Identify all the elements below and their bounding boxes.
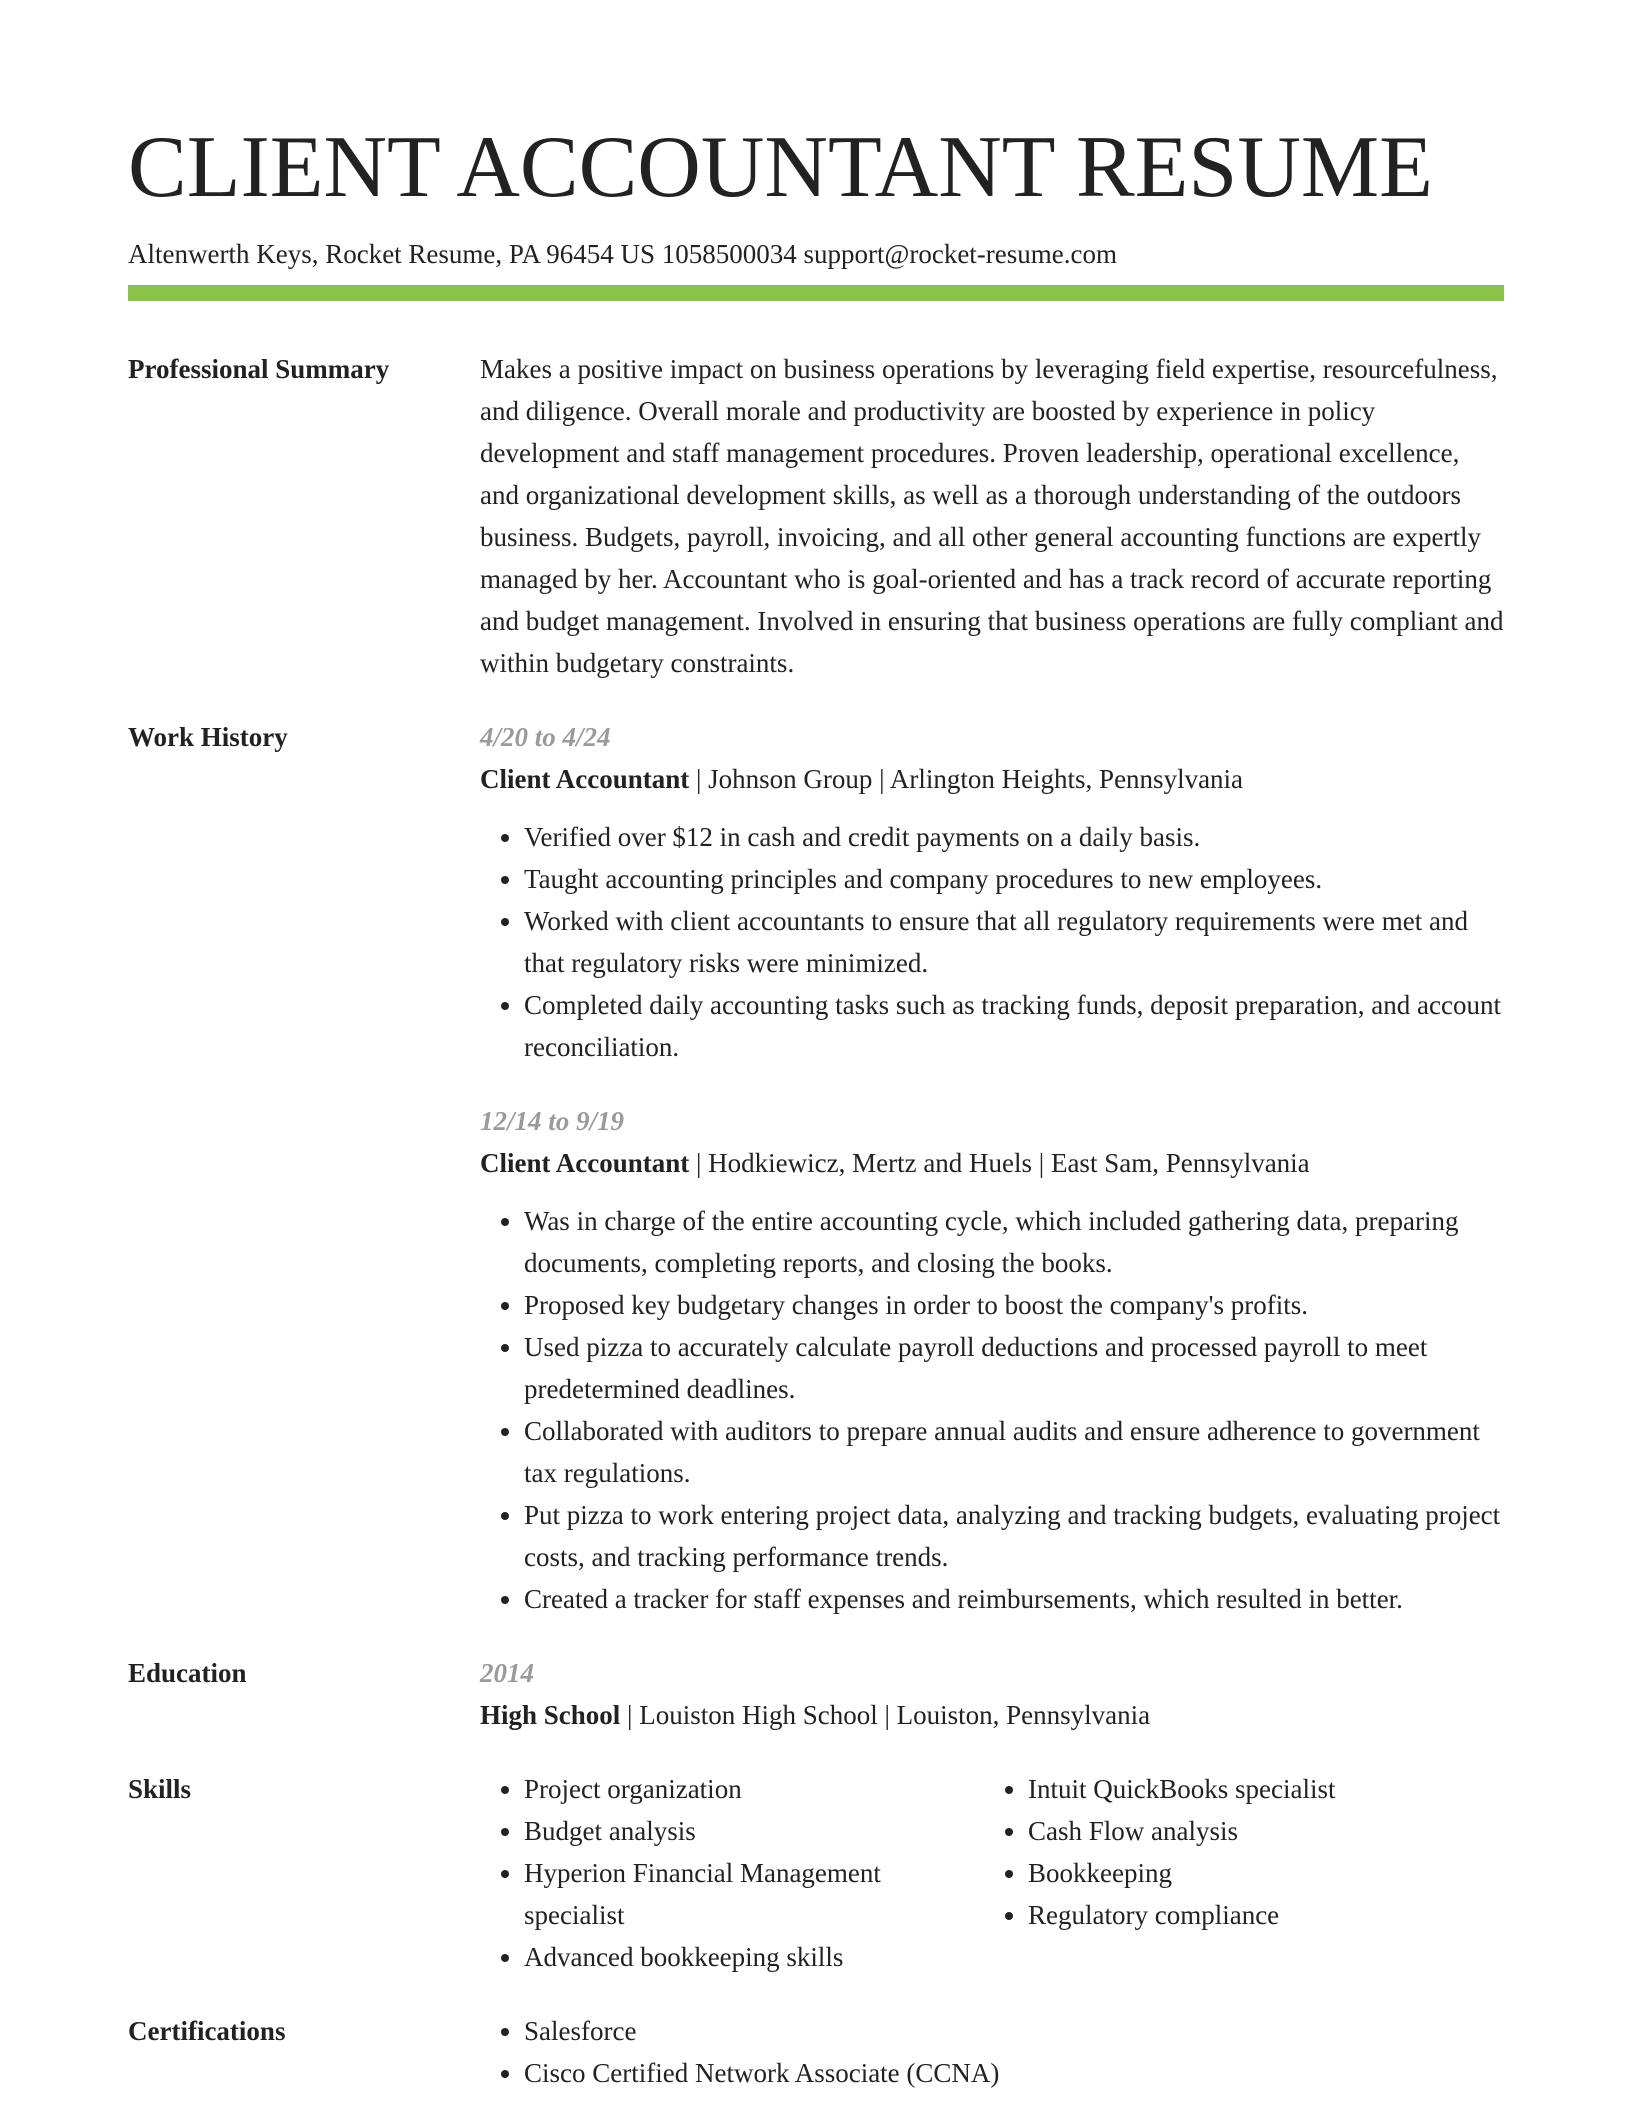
list-item: • Cisco Certified Network Associate (CCNA): [524, 2052, 1504, 2094]
list-item: • Hyperion Financial Management specialist: [524, 1852, 984, 1936]
section-label: Professional Summary: [128, 354, 390, 384]
section-body: [480, 348, 1504, 684]
skills-list: [480, 1768, 984, 1978]
skills-column-left: [480, 1768, 984, 1978]
section-professional-summary: [128, 348, 1504, 684]
job-line: [480, 758, 1504, 800]
section-body: [480, 716, 1504, 1620]
resume-title: CLIENT ACCOUNTANT RESUME: [128, 119, 1433, 216]
section-skills: [128, 1768, 1504, 1978]
list-item: • Advanced bookkeeping skills: [524, 1936, 984, 1978]
education-dates: 2014: [480, 1658, 534, 1688]
list-item: • Taught accounting principles and company procedures to new employees.: [524, 858, 1504, 900]
education-details: | Louiston High School | Louiston, Pennsylvania: [620, 1700, 1151, 1730]
list-item: • Put pizza to work entering project data, analyzing and tracking budgets, evaluating project costs, and tracking performance trends.: [524, 1494, 1504, 1578]
list-item: • Cash Flow analysis: [1028, 1810, 1488, 1852]
list-item: • Used pizza to accurately calculate payroll deductions and processed payroll to meet predetermined deadlines.: [524, 1326, 1504, 1410]
job-dates: 4/20 to 4/24: [480, 722, 611, 752]
section-work-history: [128, 716, 1504, 1620]
list-item: • Created a tracker for staff expenses and reimbursements, which resulted in better.: [524, 1578, 1504, 1620]
list-item: • Budget analysis: [524, 1810, 984, 1852]
job-details: | Johnson Group | Arlington Heights, Pennsylvania: [689, 764, 1244, 794]
list-item: • Collaborated with auditors to prepare annual audits and ensure adherence to government tax regulations.: [524, 1410, 1504, 1494]
job-bullets: [480, 1200, 1504, 1620]
job-dates: 12/14 to 9/19: [480, 1106, 625, 1136]
list-item: • Regulatory compliance: [1028, 1894, 1488, 1936]
list-item: • Bookkeeping: [1028, 1852, 1488, 1894]
resume-header: [128, 112, 1504, 272]
section-body: [480, 1768, 1504, 1978]
job-entry: [480, 716, 1504, 1068]
list-item: • Worked with client accountants to ensure that all regulatory requirements were met and that regulatory risks were minimized.: [524, 900, 1504, 984]
job-title: Client Accountant: [480, 764, 690, 794]
list-item: • Salesforce: [524, 2010, 1504, 2052]
resume-sections: [128, 348, 1504, 2112]
skills-columns: [480, 1768, 1504, 1978]
job-title: Client Accountant: [480, 1148, 690, 1178]
section-certifications: [128, 2010, 1504, 2094]
list-item: • Intuit QuickBooks specialist: [1028, 1768, 1488, 1810]
list-item: • Completed daily accounting tasks such as tracking funds, deposit preparation, and account reconciliation.: [524, 984, 1504, 1068]
summary-text: Makes a positive impact on business operations by leveraging field expertise, resourcefulness, and diligence. Overall morale and productivity are boosted by experience in policy development and staff management procedures. Proven leadership, operational excellence, and organizational development skills, as well as a thorough understanding of the outdoors business. Budgets, payroll, invoicing, and all other general accounting functions are expertly managed by her. Accountant who is goal-oriented and has a track record of accurate reporting and budget management. Involved in ensuring that business operations are fully compliant and within budgetary constraints.: [480, 354, 1504, 678]
education-degree: High School: [480, 1700, 621, 1730]
section-label: Skills: [128, 1774, 192, 1804]
job-line: [480, 1142, 1504, 1184]
skills-list: [984, 1768, 1488, 1936]
accent-divider: [128, 285, 1504, 301]
job-details: | Hodkiewicz, Mertz and Huels | East Sam, Pennsylvania: [689, 1148, 1310, 1178]
list-item: • Proposed key budgetary changes in order to boost the company's profits.: [524, 1284, 1504, 1326]
section-label: Education: [128, 1658, 247, 1688]
skills-column-right: [984, 1768, 1488, 1978]
section-education: [128, 1652, 1504, 1736]
section-body: [480, 2010, 1504, 2094]
section-label: Work History: [128, 722, 288, 752]
section-body: [480, 1652, 1504, 1736]
list-item: • Project organization: [524, 1768, 984, 1810]
contact-line: Altenwerth Keys, Rocket Resume, PA 96454 US 1058500034 support@rocket-resume.com: [128, 239, 1117, 269]
job-entry: [480, 1100, 1504, 1620]
education-line: [480, 1694, 1504, 1736]
certifications-list: [480, 2010, 1504, 2094]
section-label: Certifications: [128, 2016, 286, 2046]
list-item: • Was in charge of the entire accounting cycle, which included gathering data, preparing documents, completing reports, and closing the books.: [524, 1200, 1504, 1284]
job-bullets: [480, 816, 1504, 1068]
list-item: • Verified over $12 in cash and credit payments on a daily basis.: [524, 816, 1504, 858]
